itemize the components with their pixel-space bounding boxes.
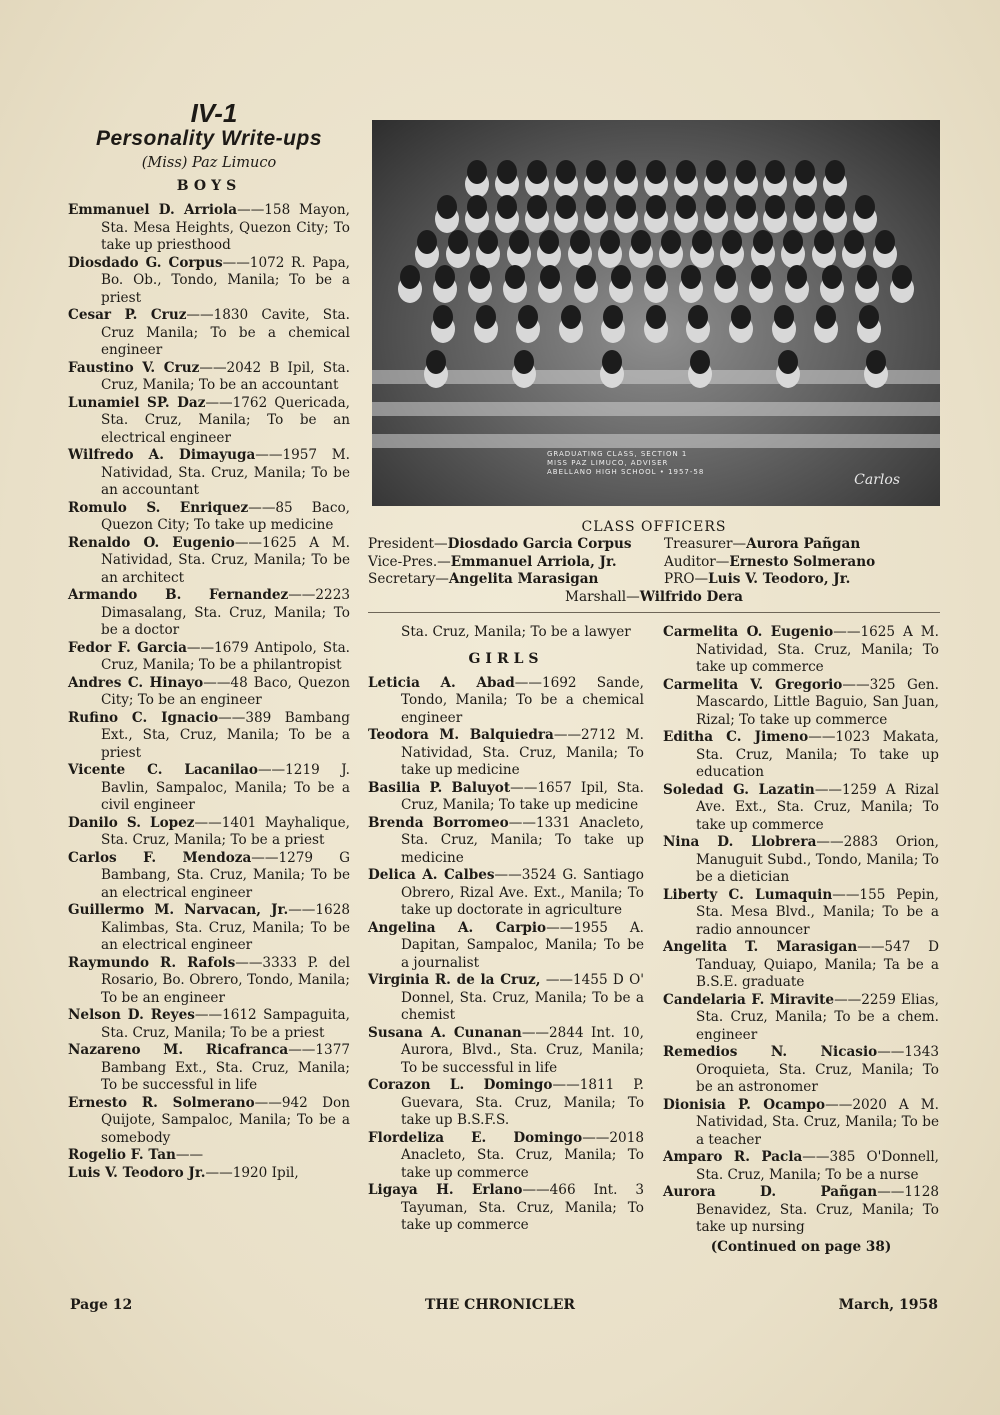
student-entry xyxy=(663,939,939,992)
student-name: Danilo S. Lopez xyxy=(68,814,195,831)
student-name: Nelson D. Reyes xyxy=(68,1007,195,1023)
officer-row xyxy=(368,554,940,572)
officer-role: President— xyxy=(368,536,448,552)
student-details: ——48 Baco, Quezon City; To be an engineer xyxy=(101,674,351,708)
student-entry xyxy=(663,677,939,730)
student-name: Lunamiel SP. Daz xyxy=(68,394,206,411)
student-name: Dionisia P. Ocampo xyxy=(663,1096,826,1113)
student-entry xyxy=(663,834,939,887)
student-entry xyxy=(368,780,644,815)
student-entry xyxy=(368,972,644,1025)
student-entry xyxy=(68,815,350,850)
student-details: ——1128 Benavidez, Sta. Cruz, Manila; To take up nursing xyxy=(696,1184,939,1235)
student-details: ——2223 Dimasalang, Sta. Cruz, Manila; To be a doctor xyxy=(101,587,350,638)
student-entry xyxy=(68,710,350,763)
student-entry xyxy=(663,729,939,782)
student-name: Amparo R. Pacla xyxy=(663,1149,803,1165)
issue-date: March, 1958 xyxy=(838,1297,938,1313)
photo-caption-line: MISS PAZ LIMUCO, ADVISER xyxy=(547,459,669,467)
class-officers xyxy=(368,518,940,606)
student-entry xyxy=(68,1147,350,1165)
student-name: Rogelio F. Tan xyxy=(68,1147,176,1163)
student-details: ——1023 Makata, Sta. Cruz, Manila; To take up education xyxy=(696,729,940,780)
right-column xyxy=(663,624,939,1257)
student-name: Renaldo O. Eugenio xyxy=(68,534,235,551)
officer-name: Aurora Pañgan xyxy=(746,536,861,552)
student-name: Rufino C. Ignacio xyxy=(68,709,219,726)
student-name: Armando B. Fernandez xyxy=(68,587,289,603)
student-details: ——158 Mayon, Sta. Mesa Heights, Quezon City; To take up priesthood xyxy=(101,202,351,253)
publication-title: THE CHRONICLER xyxy=(424,1297,576,1313)
left-column xyxy=(68,100,350,1182)
student-details: ——1331 Anacleto, Sta. Cruz, Manila; To take up medicine xyxy=(401,814,644,866)
student-details: ——2020 A M. Natividad, Sta. Cruz, Manila; To be a teacher xyxy=(696,1096,940,1148)
student-entry xyxy=(368,920,644,973)
officer-role: Auditor— xyxy=(664,553,730,570)
officer-row xyxy=(368,571,940,589)
student-details: ——2018 Anacleto, Sta. Cruz, Manila; To take up commerce xyxy=(401,1129,644,1181)
student-name: Susana A. Cunanan xyxy=(368,1024,522,1041)
student-name: Andres C. Hinayo xyxy=(68,674,204,691)
student-details: ——1957 M. Natividad, Sta. Cruz, Manila; To be an accountant xyxy=(101,447,350,498)
student-entry xyxy=(663,624,939,677)
student-name: Faustino V. Cruz xyxy=(68,359,200,376)
student-details: ——466 Int. 3 Tayuman, Sta. Cruz, Manila; To take up commerce xyxy=(401,1182,644,1233)
student-entry xyxy=(663,1097,939,1150)
student-name: Candelaria F. Miravite xyxy=(663,991,835,1008)
student-entry xyxy=(68,360,350,395)
student-details: ——85 Baco, Quezon City; To take up medicine xyxy=(101,499,350,533)
student-name: Teodora M. Balquiedra xyxy=(368,727,554,743)
class-photo xyxy=(372,120,940,506)
student-details: ——1955 A. Dapitan, Sampaloc, Manila; To be a journalist xyxy=(401,919,644,971)
student-entry xyxy=(663,782,939,835)
student-name: Carlos F. Mendoza xyxy=(68,849,252,866)
student-name: Aurora D. Pañgan xyxy=(663,1184,878,1200)
student-entry xyxy=(68,640,350,675)
student-name: Vicente C. Lacanilao xyxy=(68,762,258,778)
student-details: ——1811 P. Guevara, Sta. Cruz, Manila; To take up B.S.F.S. xyxy=(401,1077,644,1128)
student-entry xyxy=(68,1165,350,1183)
student-details: ——1679 Antipolo, Sta. Cruz, Manila; To be a philantropist xyxy=(101,639,350,673)
officer-role: PRO— xyxy=(664,571,709,587)
officer-role: Vice-Pres.— xyxy=(368,553,451,570)
student-details: ——1377 Bambang Ext., Sta. Cruz, Manila; To be successful in life xyxy=(101,1042,350,1093)
student-name: Emmanuel D. Arriola xyxy=(68,202,238,218)
student-name: Carmelita O. Eugenio xyxy=(663,624,834,640)
student-details: ——1612 Sampaguita, Sta. Cruz, Manila; To be a priest xyxy=(101,1007,350,1041)
student-entry xyxy=(68,762,350,815)
student-name: Ligaya H. Erlano xyxy=(368,1182,523,1198)
student-details: ——547 D Tanduay, Quiapo, Manila; Ta be a B.S.E. graduate xyxy=(696,939,939,990)
student-entry xyxy=(68,447,350,500)
student-entry xyxy=(68,307,350,360)
student-entry xyxy=(68,955,350,1008)
student-details: ——1072 R. Papa, Bo. Ob., Tondo, Manila; To be a priest xyxy=(101,254,350,306)
divider xyxy=(368,612,940,613)
photo-caption-line: ABELLANO HIGH SCHOOL • 1957-58 xyxy=(547,468,705,476)
student-name: Diosdado G. Corpus xyxy=(68,254,223,271)
student-entry xyxy=(663,1044,939,1097)
student-name: Nazareno M. Ricafranca xyxy=(68,1042,289,1058)
student-details: ——1259 A Rizal Ave. Ext., Sta. Cruz, Manila; To take up commerce xyxy=(696,781,939,833)
student-entry xyxy=(663,1149,939,1184)
student-entry xyxy=(68,1095,350,1148)
student-name: Leticia A. Abad xyxy=(368,674,515,691)
student-entry xyxy=(68,1007,350,1042)
student-entry xyxy=(368,1025,644,1078)
girls-list-continued xyxy=(663,624,939,1237)
student-name: Guillermo M. Narvacan, Jr. xyxy=(68,902,289,918)
section-heading: Personality Write-ups xyxy=(96,127,322,150)
student-entry xyxy=(68,500,350,535)
student-entry xyxy=(368,675,644,728)
student-name: Angelita T. Marasigan xyxy=(663,939,858,955)
student-details: ——1343 Oroquieta, Sta. Cruz, Manila; To be an astronomer xyxy=(696,1044,939,1095)
student-details: ——3333 P. del Rosario, Bo. Obrero, Tondo, Manila; To be an engineer xyxy=(101,954,351,1006)
student-entry xyxy=(368,815,644,868)
student-entry xyxy=(663,992,939,1045)
student-details: ——1920 Ipil, xyxy=(205,1164,299,1181)
student-details: ——1625 A M. Natividad, Sta. Cruz, Manila; To be an architect xyxy=(101,534,350,586)
officer-role: Secretary— xyxy=(368,571,449,587)
entry-continuation: Sta. Cruz, Manila; To be a lawyer xyxy=(401,624,631,640)
middle-column xyxy=(368,624,644,1235)
officer-name: Luis V. Teodoro, Jr. xyxy=(708,571,851,587)
photo-caption-line: GRADUATING CLASS, SECTION 1 xyxy=(547,450,688,458)
student-entry xyxy=(68,202,350,255)
student-name: Cesar P. Cruz xyxy=(68,307,187,323)
student-details: ——1279 G Bambang, Sta. Cruz, Manila; To be an electrical engineer xyxy=(101,849,350,901)
student-entry xyxy=(68,850,350,903)
student-name: Carmelita V. Gregorio xyxy=(663,676,843,693)
student-details: ——325 Gen. Mascardo, Little Baguio, San Juan, Rizal; To take up commerce xyxy=(696,676,939,728)
photo-caption xyxy=(547,450,787,477)
student-details: ——1830 Cavite, Sta. Cruz Manila; To be a chemical engineer xyxy=(101,307,350,358)
student-entry xyxy=(68,587,350,640)
student-name: Corazon L. Domingo xyxy=(368,1077,553,1093)
student-entry xyxy=(68,395,350,448)
student-details: ——2844 Int. 10, Aurora, Blvd., Sta. Cruz, Manila; To be successful in life xyxy=(401,1024,644,1076)
student-name: Liberty C. Lumaquin xyxy=(663,886,833,903)
student-details: ——2712 M. Natividad, Sta. Cruz, Manila; To take up medicine xyxy=(401,727,645,778)
section-number: IV-1 xyxy=(190,98,238,128)
student-entry xyxy=(68,1042,350,1095)
student-entry xyxy=(368,727,644,780)
student-details: ——1401 Mayhalique, Sta. Cruz, Manila; To be a priest xyxy=(101,814,351,848)
student-details: ——389 Bambang Ext., Sta, Cruz, Manila; To be a priest xyxy=(101,709,351,761)
student-entry xyxy=(368,1077,644,1130)
student-details: ——942 Don Quijote, Sampaloc, Manila; To be a somebody xyxy=(101,1094,350,1146)
student-name: Nina D. Llobrera xyxy=(663,834,817,850)
student-details: ——2259 Elias, Sta. Cruz, Manila; To be a chem. engineer xyxy=(696,991,939,1043)
student-name: Romulo S. Enriquez xyxy=(68,499,249,516)
student-entry xyxy=(368,1182,644,1235)
student-name: Wilfredo A. Dimayuga xyxy=(68,447,256,463)
student-name: Fedor F. Garcia xyxy=(68,639,187,656)
boys-list xyxy=(68,202,350,1182)
officer-row xyxy=(368,536,940,554)
officer-name: Diosdado Garcia Corpus xyxy=(447,536,632,552)
student-entry xyxy=(663,1184,939,1237)
student-details: ——1657 Ipil, Sta. Cruz, Manila; To take up medicine xyxy=(401,779,645,813)
girls-list xyxy=(368,675,644,1235)
student-details: ——1455 D O' Donnel, Sta. Cruz, Manila; To be a chemist xyxy=(401,972,645,1023)
student-name: Ernesto R. Solmerano xyxy=(68,1094,255,1111)
student-entry xyxy=(368,867,644,920)
student-name: Angelina A. Carpio xyxy=(368,919,547,936)
student-name: Luis V. Teodoro Jr. xyxy=(68,1164,206,1181)
student-details: ——3524 G. Santiago Obrero, Rizal Ave. Ext., Manila; To take up doctorate in agriculture xyxy=(401,867,644,918)
student-name: Delica A. Calbes xyxy=(368,867,495,883)
officer-name: Angelita Marasigan xyxy=(448,571,599,587)
student-details: —— xyxy=(175,1147,204,1163)
student-details: ——1762 Quericada, Sta. Cruz, Manila; To be an electrical engineer xyxy=(101,394,350,446)
boys-label: BOYS xyxy=(176,178,242,194)
student-name: Remedios N. Nicasio xyxy=(663,1044,878,1060)
continued-note: (Continued on page 38) xyxy=(710,1238,892,1255)
officer-name: Ernesto Solmerano xyxy=(729,553,876,570)
student-name: Soledad G. Lazatin xyxy=(663,781,815,798)
student-entry xyxy=(68,902,350,955)
student-details: ——1628 Kalimbas, Sta. Cruz, Manila; To be an electrical engineer xyxy=(101,902,350,953)
student-details: ——2042 B Ipil, Sta. Cruz, Manila; To be an accountant xyxy=(101,359,350,393)
student-entry xyxy=(68,535,350,588)
student-entry xyxy=(368,1130,644,1183)
officer-name: Wilfrido Dera xyxy=(639,588,743,605)
student-details: ——2883 Orion, Manuguit Subd., Tondo, Manila; To be a dietician xyxy=(696,834,940,885)
student-name: Basilia P. Baluyot xyxy=(368,779,511,796)
student-entry xyxy=(663,887,939,940)
student-entry xyxy=(68,675,350,710)
page-number: Page 12 xyxy=(70,1297,133,1313)
photographer-signature: Carlos xyxy=(854,472,900,488)
student-name: Editha C. Jimeno xyxy=(663,729,809,745)
student-details: ——1625 A M. Natividad, Sta. Cruz, Manila; To take up commerce xyxy=(696,624,939,675)
class-officers-title: CLASS OFFICERS xyxy=(581,519,727,535)
student-entry xyxy=(68,255,350,308)
officer-name: Emmanuel Arriola, Jr. xyxy=(450,553,617,570)
student-name: Raymundo R. Rafols xyxy=(68,954,236,971)
student-name: Virginia R. de la Cruz, xyxy=(368,972,541,988)
student-details: ——1692 Sande, Tondo, Manila; To be a chemical engineer xyxy=(401,674,645,726)
student-name: Brenda Borromeo xyxy=(368,814,509,831)
section-header xyxy=(68,100,350,174)
student-details: ——1219 J. Bavlin, Sampaloc, Manila; To be a civil engineer xyxy=(101,762,350,813)
officer-role: Marshall— xyxy=(565,588,640,605)
officer-role: Treasurer— xyxy=(664,536,747,552)
student-details: ——155 Pepin, Sta. Mesa Blvd., Manila; To be a radio announcer xyxy=(696,886,939,938)
student-name: Flordeliza E. Domingo xyxy=(368,1129,583,1146)
girls-label: GIRLS xyxy=(468,650,544,667)
student-details: ——385 O'Donnell, Sta. Cruz, Manila; To be a nurse xyxy=(696,1149,939,1183)
officer-row xyxy=(368,589,940,607)
class-adviser: (Miss) Paz Limuco xyxy=(141,155,277,171)
